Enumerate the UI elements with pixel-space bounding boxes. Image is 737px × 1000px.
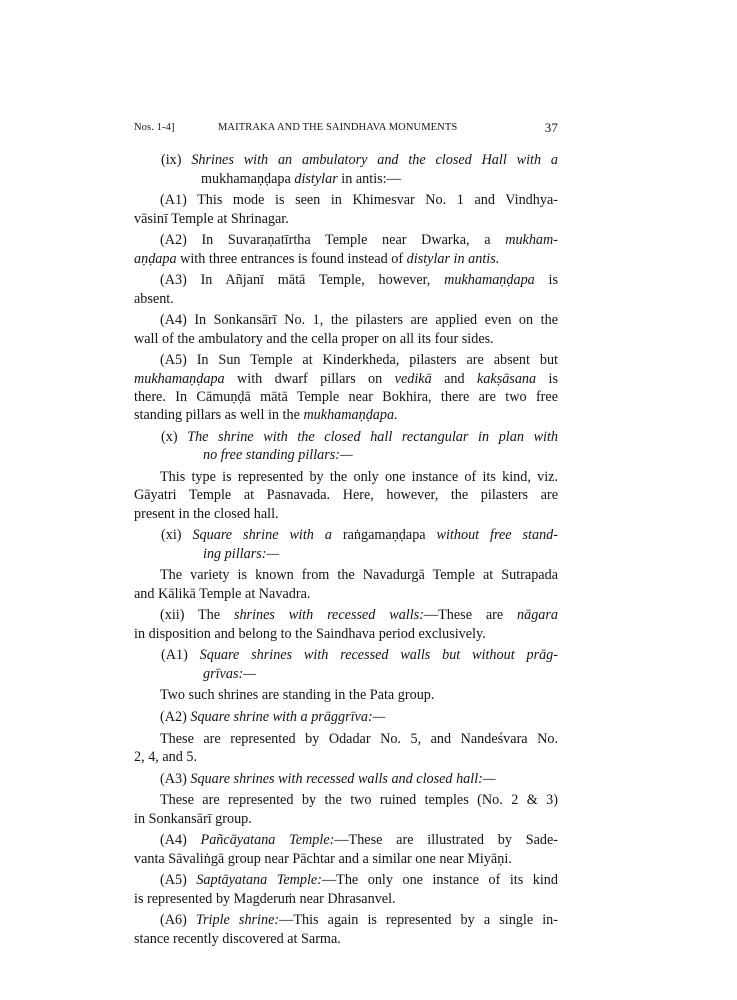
italic-text: distylar in antis. (406, 250, 500, 267)
text-run: is represented by Magderuṁ near Dhrasanvel. (134, 890, 396, 907)
paragraph (134, 730, 558, 767)
text-run: (A4) (160, 832, 201, 849)
text-line (161, 428, 559, 446)
italic-text: kakṣāsana (477, 370, 537, 387)
text-run: Two such shrines are standing in the Pata group. (160, 687, 435, 704)
text-line (134, 330, 558, 348)
text-run: mukhamaṇḍapa (201, 170, 295, 187)
text-run: is (534, 272, 559, 289)
text-run: (A2) (160, 709, 191, 725)
italic-text: mukhamaṇḍapa (134, 370, 225, 387)
page-body (134, 148, 558, 948)
text-run: —This again is represented by a single in- (279, 912, 558, 929)
text-line (201, 170, 558, 188)
text-run: This type is represented by the only one instance of its kind, viz. (160, 469, 558, 485)
paragraph (134, 428, 558, 465)
text-line (134, 748, 558, 766)
paragraph (134, 271, 558, 308)
italic-text: distylar (294, 170, 338, 187)
text-line (134, 810, 558, 828)
text-line (134, 271, 558, 289)
text-run: (A3) (160, 770, 191, 787)
text-line (134, 871, 558, 889)
text-run: in Sonkansārī group. (134, 810, 252, 827)
text-run: —These are illustrated by Sade- (334, 832, 558, 849)
text-run: (ix) (161, 152, 192, 169)
paragraph (134, 708, 558, 726)
italic-text: without free stand- (436, 527, 558, 544)
text-line (134, 210, 558, 228)
paragraph (134, 231, 558, 268)
paragraph (134, 151, 558, 188)
text-line (134, 468, 558, 486)
text-run: in disposition and belong to the Saindhava period exclusively. (134, 625, 486, 642)
text-line (134, 770, 558, 788)
italic-text: Square shrines with recessed walls and closed hall:— (190, 770, 496, 787)
text-line (203, 545, 558, 563)
header-title: MAITRAKA AND THE SAINDHAVA MONUMENTS (218, 122, 458, 133)
text-line (161, 526, 558, 544)
italic-text: shrines with recessed walls: (233, 607, 424, 624)
text-line (134, 486, 558, 504)
text-run: in antis:— (337, 170, 401, 187)
paragraph (134, 566, 558, 603)
paragraph (134, 606, 558, 643)
text-line (134, 566, 558, 584)
text-run: (A6) (160, 912, 196, 929)
paragraph (134, 686, 558, 704)
italic-text: The shrine with the closed hall rectangular in plan with (187, 429, 559, 445)
text-run: and Kālikā Temple at Navadra. (134, 585, 311, 602)
text-run: (xii) The (160, 607, 234, 624)
text-run: present in the closed hall. (134, 505, 279, 522)
text-run: stance recently discovered at Sarma. (134, 930, 341, 947)
text-line (134, 351, 558, 369)
paragraph (134, 911, 558, 948)
page-number: 37 (544, 120, 558, 135)
italic-text: Shrines with an ambulatory and the closed Hall with a (191, 152, 558, 169)
text-line (134, 406, 558, 424)
text-run: These are represented by Odadar No. 5, and Nandeśvara No. (160, 730, 558, 747)
text-line (134, 585, 558, 603)
text-line (161, 646, 558, 664)
text-line (134, 606, 558, 624)
text-run: 2, 4, and 5. (134, 749, 198, 765)
italic-text: grīvas:— (203, 665, 256, 682)
text-run: is (536, 370, 558, 387)
italic-text: aṇḍapa (134, 250, 177, 267)
paragraph (134, 791, 558, 828)
text-line (134, 191, 558, 209)
text-line (134, 911, 558, 929)
text-line (134, 730, 558, 748)
italic-text: Square shrines with recessed walls but without prāg- (199, 647, 558, 664)
text-run: vanta Sāvaliṅgā group near Pāchtar and a similar one near Miyāṇi. (134, 850, 512, 867)
text-run: raṅgamaṇḍapa (342, 527, 437, 544)
text-run: with dwarf pillars on (224, 370, 395, 387)
text-run: (xi) (161, 527, 193, 544)
paragraph (134, 770, 558, 788)
text-run: standing pillars as well in the (134, 407, 304, 424)
paragraph (134, 646, 558, 683)
italic-text: Pañcāyatana Temple: (200, 832, 335, 849)
text-line (203, 446, 558, 464)
italic-text: nāgara (517, 607, 558, 624)
text-line (134, 831, 558, 849)
text-line (134, 686, 558, 704)
text-run: These are represented by the two ruined temples (No. 2 & 3) (160, 792, 558, 809)
text-run: absent. (134, 290, 174, 307)
text-run: —These are (423, 607, 517, 624)
text-run: and (431, 370, 477, 387)
text-run: (A4) In Sonkansārī No. 1, the pilasters are applied even on the (160, 312, 558, 329)
text-line (134, 930, 558, 948)
text-run: vāsinī Temple at Shrinagar. (134, 210, 289, 227)
text-line (134, 850, 558, 868)
text-line (134, 708, 558, 726)
text-line (134, 231, 558, 249)
text-run: (x) (161, 429, 188, 445)
paragraph (134, 191, 558, 228)
text-line (134, 890, 558, 908)
italic-text: mukhamaṇḍapa (444, 272, 535, 289)
text-run: Gāyatri Temple at Pasnavada. Here, however, the pilasters are (134, 487, 558, 504)
text-run: The variety is known from the Navadurgā Temple at Sutrapada (160, 567, 558, 584)
paragraph (134, 468, 558, 523)
text-run: (A5) (160, 872, 197, 889)
text-line (161, 151, 558, 169)
header-section-ref: Nos. 1-4] (134, 122, 175, 133)
text-line (134, 311, 558, 329)
paragraph (134, 351, 558, 425)
text-run: (A1) (161, 647, 200, 664)
italic-text: Square shrine with a prāggrīva:— (190, 709, 386, 725)
italic-text: vedikā (394, 370, 432, 387)
italic-text: ing pillars:— (203, 545, 280, 562)
italic-text: mukham- (505, 232, 558, 249)
italic-text: mukhamaṇḍapa. (303, 407, 398, 424)
text-line (134, 625, 558, 643)
text-run: (A2) In Suvaraṇatīrtha Temple near Dwarka, a (160, 232, 506, 249)
italic-text: Square shrine with a (192, 527, 343, 544)
paragraph (134, 831, 558, 868)
italic-text: no free standing pillars:— (203, 447, 353, 464)
italic-text: Saptāyatana Temple: (196, 872, 322, 889)
text-run: wall of the ambulatory and the cella proper on all its four sides. (134, 330, 494, 347)
text-line (203, 665, 558, 683)
text-run: —The only one instance of its kind (321, 872, 558, 889)
text-run: with three entrances is found instead of (176, 250, 407, 267)
text-line (134, 791, 558, 809)
text-line (134, 250, 558, 268)
text-run: there. In Cāmuṇḍā mātā Temple near Bokhira, there are two free (134, 389, 558, 405)
text-line (134, 388, 558, 406)
paragraph (134, 311, 558, 348)
italic-text: Triple shrine: (195, 912, 280, 929)
text-run: (A3) In Añjanī mātā Temple, however, (160, 272, 445, 289)
text-run: (A5) In Sun Temple at Kinderkheda, pilasters are absent but (160, 352, 558, 369)
text-run: (A1) This mode is seen in Khimesvar No. 1 and Vindhya- (160, 192, 558, 209)
text-line (134, 370, 558, 388)
text-line (134, 290, 558, 308)
paragraph (134, 871, 558, 908)
paragraph (134, 526, 558, 563)
text-line (134, 505, 558, 523)
